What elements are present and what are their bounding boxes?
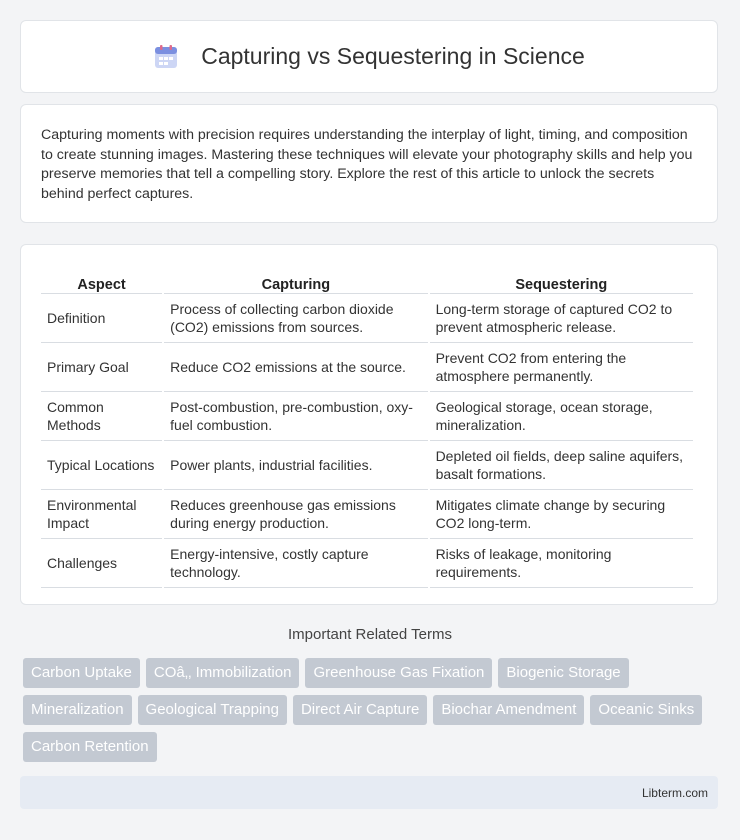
header-aspect: Aspect [77, 277, 126, 293]
related-term-tag[interactable]: Biogenic Storage [498, 658, 628, 688]
cell-aspect: Primary Goal [41, 342, 162, 391]
cell-capturing: Reduce CO2 emissions at the source. [164, 342, 427, 391]
intro-card [20, 104, 718, 223]
table-row [41, 342, 693, 391]
calendar-icon [153, 44, 179, 70]
cell-aspect: Typical Locations [41, 440, 162, 489]
comparison-table [39, 265, 695, 588]
related-term-tag[interactable]: Oceanic Sinks [590, 695, 702, 725]
related-term-tag[interactable]: Geological Trapping [138, 695, 287, 725]
cell-sequestering: Risks of leakage, monitoring requirements. [430, 538, 693, 588]
related-terms-list [23, 658, 723, 762]
related-term-tag[interactable]: Carbon Retention [23, 732, 157, 762]
page-title: Capturing vs Sequestering in Science [201, 43, 585, 69]
cell-sequestering: Long-term storage of captured CO2 to prevent atmospheric release. [430, 293, 693, 342]
cell-aspect: Common Methods [41, 391, 162, 440]
table-row [41, 293, 693, 342]
cell-capturing: Reduces greenhouse gas emissions during energy production. [164, 489, 427, 538]
cell-sequestering: Mitigates climate change by securing CO2 long-term. [430, 489, 693, 538]
table-row [41, 391, 693, 440]
cell-aspect: Definition [41, 293, 162, 342]
cell-capturing: Post-combustion, pre-combustion, oxy-fuel combustion. [164, 391, 427, 440]
cell-sequestering: Depleted oil fields, deep saline aquifers, basalt formations. [430, 440, 693, 489]
cell-capturing: Power plants, industrial facilities. [164, 440, 427, 489]
footer [20, 776, 718, 809]
header-card [20, 20, 718, 93]
table-header-row [41, 265, 693, 293]
related-term-tag[interactable]: COâ‚‚ Immobilization [146, 658, 300, 688]
footer-site-link[interactable]: Libterm.com [641, 786, 708, 800]
cell-aspect: Environmental Impact [41, 489, 162, 538]
cell-sequestering: Prevent CO2 from entering the atmosphere permanently. [430, 342, 693, 391]
related-term-tag[interactable]: Biochar Amendment [433, 695, 584, 725]
related-term-tag[interactable]: Mineralization [23, 695, 132, 725]
intro-text: Capturing moments with precision requires understanding the interplay of light, timing, and composition to create stunning images. Mastering these techniques will elevate your photography skills and help you preserve memories that tell a compelling story. Explore the rest of this article to unlock the secrets behind perfect captures. [41, 127, 693, 202]
related-terms-title: Important Related Terms [288, 626, 452, 643]
related-term-tag[interactable]: Carbon Uptake [23, 658, 140, 688]
cell-sequestering: Geological storage, ocean storage, mineralization. [430, 391, 693, 440]
table-row [41, 489, 693, 538]
related-term-tag[interactable]: Direct Air Capture [293, 695, 427, 725]
header-capturing: Capturing [261, 277, 331, 293]
table-row [41, 440, 693, 489]
header-sequestering: Sequestering [515, 277, 608, 293]
comparison-card [20, 244, 718, 605]
cell-capturing: Process of collecting carbon dioxide (CO2) emissions from sources. [164, 293, 427, 342]
table-row [41, 538, 693, 588]
related-term-tag[interactable]: Greenhouse Gas Fixation [305, 658, 492, 688]
cell-capturing: Energy-intensive, costly capture technology. [164, 538, 427, 588]
cell-aspect: Challenges [41, 538, 162, 588]
